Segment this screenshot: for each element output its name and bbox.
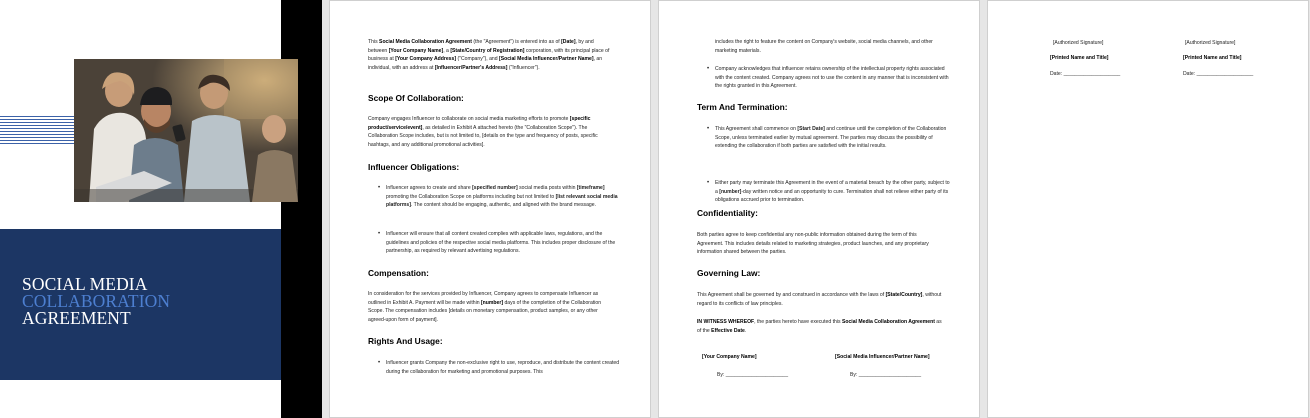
ip-list	[707, 65, 953, 91]
printed-name-left: [Printed Name and Title]	[1050, 55, 1109, 61]
heading-confidentiality: Confidentiality:	[697, 208, 758, 218]
company-by-line: By: ______________________	[717, 372, 789, 378]
list-item: • Either party may terminate this Agreement in the event of a material breach by the other party, subject to a [number]-day written notice and an opportunity to cure. Termination shall not relieve either party of its obligations accrued prior to termination.	[707, 179, 953, 205]
influencer-name-placeholder: [Social Media Influencer/Partner Name]	[835, 354, 930, 360]
authorized-signature-right: [Authorized Signature]	[1185, 40, 1236, 46]
intro-paragraph: This Social Media Collaboration Agreement (the "Agreement") is entered into as of [Date], by and between [Your Company Name], a [State/Country of Registration] corporation, with its principal place of business at [Your Company Address] ("Company"), and [Social Media Influencer/Partner Name], an individual, with an address at [Influencer/Partner's Address] ("Influencer").	[368, 39, 610, 71]
heading-governing-law: Governing Law:	[697, 268, 761, 278]
heading-term: Term And Termination:	[697, 102, 788, 112]
term-list-2	[707, 179, 953, 205]
authorized-signature-left: [Authorized Signature]	[1053, 40, 1104, 46]
date-line-left: Date: ____________________	[1050, 71, 1121, 77]
cover-title-line-1: SOCIAL MEDIA	[22, 274, 148, 294]
list-item: • Influencer grants Company the non-exclusive right to use, reproduce, and distribute the content created during the collaboration for marketing and promotional purposes. This	[378, 359, 624, 376]
company-name-placeholder: [Your Company Name]	[702, 354, 757, 360]
cover-page	[0, 0, 322, 418]
obligations-list	[378, 184, 624, 210]
heading-scope: Scope Of Collaboration:	[368, 93, 464, 103]
list-item: • Influencer agrees to create and share [specified number] social media posts within [timeframe] promoting the Collaboration Scope on platforms including but not limited to [list relevant social media platforms]. The content should be engaging, authentic, and aligned with the brand message.	[378, 184, 624, 210]
agreement-page-3	[658, 0, 980, 418]
confidentiality-paragraph: Both parties agree to keep confidential any non-public information obtained during the term of this Agreement. This includes details related to marketing strategies, product launches, and any proprietary information shared between the parties.	[697, 232, 929, 256]
cover-title-line-3: AGREEMENT	[22, 308, 131, 328]
agreement-page-2	[329, 0, 651, 418]
date-line-right: Date: ____________________	[1183, 71, 1254, 77]
rights-list	[378, 359, 624, 376]
list-item: • Company acknowledges that influencer retains ownership of the intellectual property rights associated with the content created. Company agrees not to use the content in any manner that is inconsistent with the rights granted in this Agreement.	[707, 65, 953, 91]
compensation-paragraph: In consideration for the services provided by Influencer, Company agrees to compensate Influencer as outlined in Exhibit A. Payment will be made within [number] days of the completion of the Collaboration Scope. The compensation includes [details on monetary compensation, product samples, or any other agreed-upon form of payment].	[368, 291, 602, 323]
list-item: • This Agreement shall commence on [Start Date] and continue until the completion of the Collaboration Scope, unless terminated earlier by mutual agreement. The parties may discuss the possibility of extending the collaboration if both parties are satisfied with the initial results.	[707, 125, 953, 151]
governing-law-paragraph: This Agreement shall be governed by and construed in accordance with the laws of [State/Country], without regard to its conflicts of law principles.	[697, 292, 942, 307]
influencer-by-line: By: ______________________	[850, 372, 922, 378]
heading-rights: Rights And Usage:	[368, 336, 443, 346]
list-item: • Influencer will ensure that all content created complies with applicable laws, regulations, and the guidelines and policies of the respective social media platforms. This includes proper disclosure of the partnership, as required by relevant advertising regulations.	[378, 230, 624, 256]
cover-stripe-pattern	[0, 116, 80, 146]
cover-title-line-2: COLLABORATION	[22, 291, 171, 311]
cover-photo-team	[74, 59, 298, 202]
heading-obligations: Influencer Obligations:	[368, 162, 460, 172]
cover-title	[22, 276, 170, 327]
witness-paragraph: IN WITNESS WHEREOF, the parties hereto have executed this Social Media Collaboration Agreement as of the Effective Date.	[697, 319, 942, 334]
scope-paragraph: Company engages Influencer to collaborate on social media marketing efforts to promote [specific product/service/event], as detailed in Exhibit A attached hereto (the "Collaboration Scope"). The Collaboration Scope includes, but is not limited to, [details on the type and frequency of posts, specific hashtags, and any additional promotional activities].	[368, 116, 598, 148]
printed-name-right: [Printed Name and Title]	[1183, 55, 1242, 61]
agreement-page-4-signatures	[987, 0, 1309, 418]
obligations-list-2	[378, 230, 624, 256]
rights-continued: includes the right to feature the content on Company's website, social media channels, and other marketing materials.	[715, 39, 933, 54]
heading-compensation: Compensation:	[368, 268, 429, 278]
term-list	[707, 125, 953, 151]
